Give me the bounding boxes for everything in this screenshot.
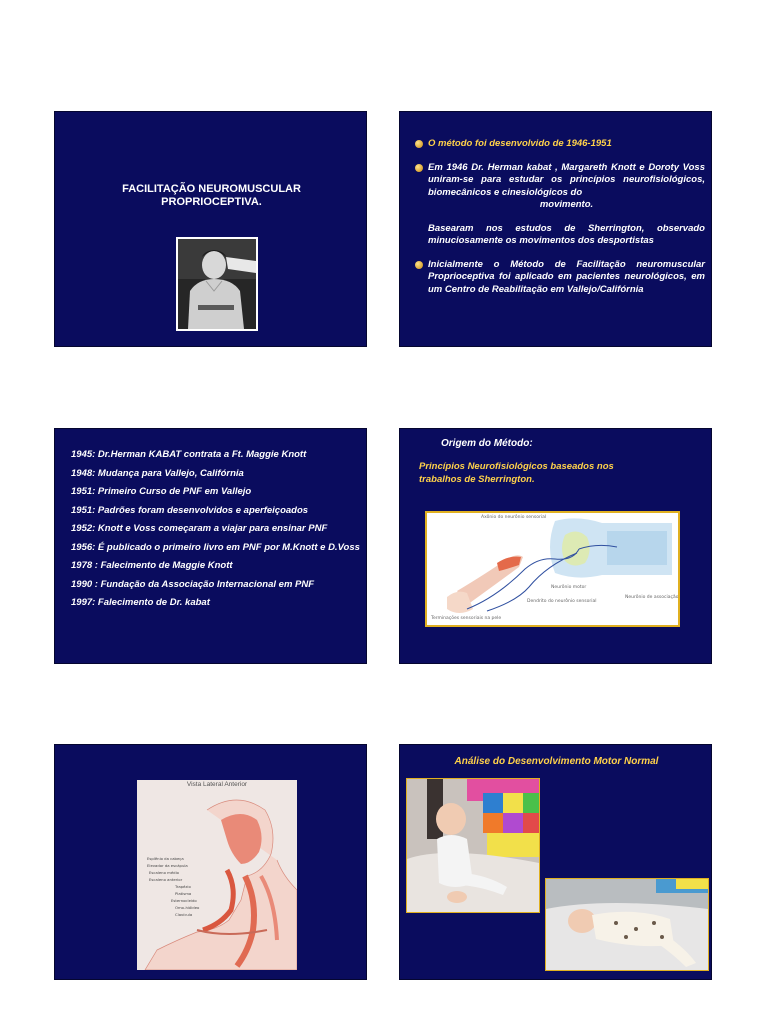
- bullet-dot-icon: [415, 164, 423, 172]
- bullet-item: [415, 162, 705, 212]
- anatomy-label: Elevador da escápula: [147, 863, 188, 868]
- bullet-item: [415, 259, 705, 297]
- diagram-label-terminals: Terminações sensoriais na pele: [431, 616, 502, 621]
- anatomy-label: Esplênio da cabeça: [147, 856, 184, 861]
- diagram-label-association: Neurônio de associação: [625, 595, 679, 600]
- anatomy-caption: Vista Lateral Anterior: [186, 781, 248, 788]
- anatomy-label: Esternocleido: [171, 898, 197, 903]
- slide-6-title: Análise do Desenvolvimento Motor Normal: [454, 756, 659, 767]
- anatomy-label: Clavícula: [175, 912, 193, 917]
- timeline-item: 1951: Primeiro Curso de PNF em Vallejo: [71, 486, 252, 497]
- timeline-item: 1990 : Fundação da Associação Internacional em PNF: [71, 578, 315, 590]
- slide-6: [399, 744, 712, 980]
- bullet-list: [415, 138, 705, 307]
- anatomy-label: Escaleno médio: [149, 870, 179, 875]
- bullet-text: Em 1946 Dr. Herman kabat , Margareth Knott e Doroty Voss uniram-se para estudar os princípios neurofisiológicos, biomecânicos e cinesiológicos do: [428, 161, 705, 198]
- bullet-text-end: movimento.: [539, 199, 594, 210]
- baby-lying-photo: [545, 878, 709, 971]
- slide-4: [399, 428, 712, 664]
- diagram-label-axon: Axônio do neurônio sensorial: [481, 515, 547, 520]
- bullet-text: Inicialmente o Método de Facilitação neuromuscular Proprioceptiva foi aplicado em pacientes neurológicos, em um Centro de Reabilitação em Vallejo/Califórnia: [428, 258, 705, 295]
- reflex-arc-diagram: [425, 511, 680, 627]
- neck-anatomy-illustration: [137, 780, 297, 970]
- paragraph: [415, 223, 705, 248]
- bullet-text: O método foi desenvolvido de 1946-1951: [428, 138, 612, 149]
- anatomy-label: Platisma: [175, 891, 192, 896]
- bullet-item: [415, 138, 705, 151]
- diagram-label-motor: Neurônio motor: [551, 585, 587, 590]
- portrait-photo: [176, 237, 258, 331]
- bullet-dot-icon: [415, 140, 423, 148]
- timeline-item: 1951: Padrões foram desenvolvidos e aperfeiçoados: [71, 504, 309, 516]
- neck-muscles-drawing: [137, 780, 297, 970]
- slide-4-title: Origem do Método:: [441, 438, 533, 449]
- title-line-1: FACILITAÇÃO NEUROMUSCULAR: [122, 183, 301, 195]
- timeline-item: 1956: É publicado o primeiro livro em PNF por M.Knott e D.Voss: [71, 541, 360, 553]
- paragraph-text: Basearam nos estudos de Sherrington, observado minuciosamente os movimentos dos desportistas: [428, 222, 705, 246]
- anatomy-label: Escaleno anterior: [149, 877, 183, 882]
- timeline-item: 1952: Knott e Voss começaram a viajar para ensinar PNF: [71, 523, 328, 534]
- anatomy-label: Omo-hióideo: [175, 905, 200, 910]
- anatomy-label: Trapézio: [175, 884, 191, 889]
- timeline-item: 1945: Dr.Herman KABAT contrata a Ft. Maggie Knott: [71, 449, 307, 460]
- timeline-list: [71, 449, 367, 616]
- timeline-item: 1997: Falecimento de Dr. kabat: [71, 597, 210, 608]
- timeline-item: 1948: Mudança para Vallejo, Califórnia: [71, 467, 244, 479]
- slide-1: [54, 111, 367, 347]
- slide-5: [54, 744, 367, 980]
- timeline-item: 1978 : Falecimento de Maggie Knott: [71, 560, 233, 571]
- bullet-dot-icon: [415, 261, 423, 269]
- slide-2: [399, 111, 712, 347]
- slide-1-title: [75, 183, 348, 209]
- baby-sitting-photo: [406, 778, 540, 913]
- title-line-2: PROPRIOCEPTIVA.: [161, 196, 262, 208]
- diagram-label-dendrite: Dendrito do neurônio sensorial: [527, 599, 597, 604]
- slide-3: [54, 428, 367, 664]
- slide-4-subtitle: Princípios Neurofisiológicos baseados nos trabalhos de Sherrington.: [419, 461, 614, 485]
- reflex-arc-illustration: [427, 513, 678, 625]
